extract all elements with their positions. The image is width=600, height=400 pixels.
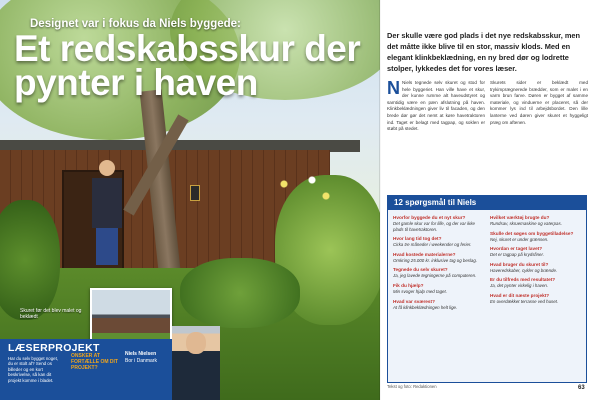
qa-item [490,262,582,274]
qa-item [393,299,485,311]
article-title: Et redskabsskur der pynter i haven [14,28,361,103]
qa-item [393,267,485,279]
inset-photo [90,288,172,346]
question: Hvilket værktøj brugte du? [490,215,550,220]
reader-project-text: Har du selv bygget noget, du er stolt af? Send os billeder og en kort beskrivelse, så kan dit projekt komme i bladet. [8,356,59,383]
answer: Rundsav, skruemaskine og vaterpas. [490,221,562,226]
reader-contact [125,351,169,364]
body-column [387,80,485,133]
article-kicker: Designet var i fokus da Niels byggede: [30,18,241,30]
answer: At få klinkbeklædningen helt lige. [393,304,458,310]
answer: En overdækket terrasse ved huset. [490,298,559,304]
body-text: Skurets sider er beklædt med trykimprægnerede brædder, som er malet i en varm brun farve. Døren er bygget af samme materiale, og vinduerne er placeret, så der kommer lys ind til arbejdsbordet. Den lille lanterne ved døren giver skuret et hyggeligt præg om aftenen. [490,80,588,125]
bush [180,258,300,328]
question: Fik du hjælp? [393,282,424,288]
qa-item [490,215,582,227]
question: Hvad bruger du skuret til? [490,261,549,267]
body-column [490,80,588,126]
qa-item [393,252,485,264]
question: Hvorfor byggede du et nyt skur? [393,215,466,220]
qa-item [393,215,485,232]
question: Hvad var sværest? [393,298,435,304]
page-number: 63 [578,385,585,391]
questions-column [490,215,582,309]
answer: Det er tagpap på krydsfiner. [490,252,545,258]
questions-heading: 12 spørgsmål til Niels [388,196,586,210]
questions-box [387,195,587,383]
answer: Cirka tre måneder i weekender og ferier. [393,242,472,248]
qa-item [490,231,582,243]
answer: Ja, det pynter virkelig i haven. [490,283,549,289]
question: Hvordan er taget lavet? [490,246,543,252]
question: Hvad er dit næste projekt? [490,292,550,298]
questions-column [393,215,485,314]
article-intro: Der skulle være god plads i det nye redskabsskur, men det måtte ikke blive til en stor, massiv klods. Med en elegant klinkbeklædning, en ny bred dør og lodrette stolper, lykkedes det for vores læser. [387,31,581,73]
question: Skulle det søges om byggetilladelse? [490,230,574,236]
qa-item [393,283,485,295]
question: Er du tilfreds med resultatet? [490,277,556,283]
reader-project-badge: ONSKER AT FORTÆLLE OM DIT PROJEKT? [71,353,118,371]
question: Hvad kostede materialerne? [393,251,456,257]
answer: Ja, jeg lavede tegningerne på computeren. [393,273,477,279]
page-gutter [379,0,381,400]
drop-cap: N [387,78,400,98]
body-text: Niels tegnede selv skuret og stod for hele byggeriet. Han ville have et skur, der kunne rumme alt haveudstyret og samtidig være en pæn afslutning på haven. Klinkbeklædningen giver liv til facaden, og den brede dør gør det nemt at køre havetraktoren ind. Taget er belagt med tagpap, og soklen er støbt på stedet. [387,80,485,132]
answer: Min svoger hjalp med taget. [393,288,447,294]
photo-credit: Tekst og foto: Redaktionen [387,384,437,389]
person-at-door [92,160,122,265]
answer: Det gamle skur var for lille, og der var ikke plads til havetraktoren. [393,221,475,232]
lantern [190,185,200,201]
reader-name: Niels Nielsen [125,351,157,357]
question: Tegnede du selv skuret? [393,267,448,273]
reader-location: Bor i Danmark [125,357,157,364]
bush [0,200,60,320]
question: Hvor lang tid tog det? [393,236,442,242]
qa-item [490,277,582,289]
qa-item [393,236,485,248]
qa-item [490,246,582,258]
flowers [270,168,340,208]
answer: Omkring 25.000 kr. inklusive tag og beslag. [393,257,478,263]
reader-project-title: LÆSERPROJEKT [8,342,100,354]
answer: Nej, skuret er under grænsen. [490,236,549,242]
qa-item [490,293,582,305]
inset-caption: Skuret før det blev malet og beklædt [20,308,82,320]
answer: Haveredskaber, cykler og brænde. [490,267,558,273]
reader-portrait [172,326,220,400]
